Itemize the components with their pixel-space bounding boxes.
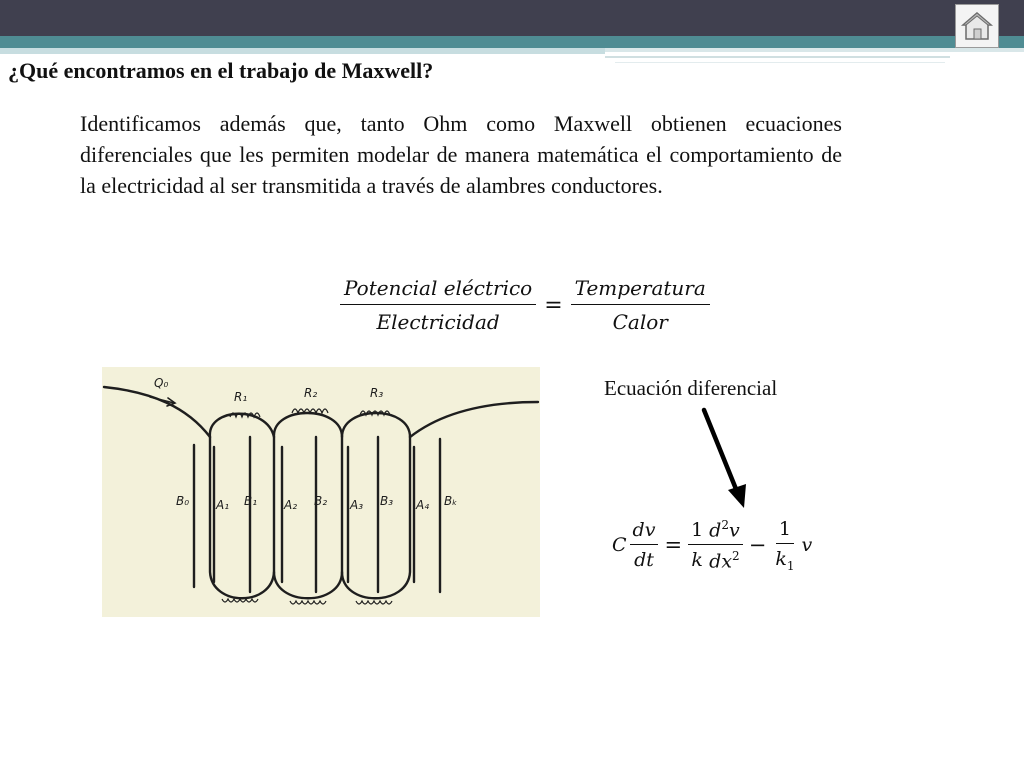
pointer-arrow xyxy=(694,402,754,512)
bottom-coil-3 xyxy=(356,601,392,604)
label-q0: Q₀ xyxy=(154,376,169,390)
equals-sign-2: = xyxy=(664,533,683,557)
numerator-one-b: 1 xyxy=(776,518,794,544)
fraction-right xyxy=(571,276,710,334)
numerator-one: 1 xyxy=(688,519,706,545)
fraction-one-over-k1 xyxy=(772,518,797,573)
body-paragraph: Identificamos además que, tanto Ohm como Maxwell obtienen ecuaciones diferenciales que les permiten modelar de manera matemática el comportamiento de la electricidad al ser transmitida a través de alambres conductores. xyxy=(80,111,842,198)
denominator-dt: dt xyxy=(634,549,654,571)
maxwell-differential-equation xyxy=(612,508,812,582)
label-r2: R₂ xyxy=(304,386,318,400)
cable-diagram-figure xyxy=(102,367,540,617)
home-button[interactable] xyxy=(955,4,999,48)
denominator-electricity: Electricidad xyxy=(376,310,500,334)
numerator-potential: Potencial eléctrico xyxy=(340,276,536,305)
denominator-k1: $k_1$ xyxy=(775,547,795,573)
denominator-heat: Calor xyxy=(612,310,668,334)
numerator-temperature: Temperatura xyxy=(571,276,710,305)
header-bar xyxy=(0,0,1024,36)
header-light-band-right xyxy=(605,48,1024,52)
cable-diagram xyxy=(102,367,540,617)
numerator-dv: dv xyxy=(630,519,659,545)
slide-title: ¿Qué encontramos en el trabajo de Maxwell? xyxy=(8,58,434,83)
resistor-r2-coil xyxy=(292,409,328,413)
fraction-one-over-k xyxy=(688,519,706,571)
voltage-symbol: v xyxy=(801,534,813,556)
label-b3: B₃ xyxy=(380,494,394,508)
header-divider-line xyxy=(605,56,950,58)
bottom-coil-2 xyxy=(290,601,326,604)
analogy-equation xyxy=(340,270,710,340)
fraction-second-derivative xyxy=(706,518,743,573)
header-light-band xyxy=(0,48,605,54)
label-r3: R₃ xyxy=(370,386,384,400)
label-a3: A₃ xyxy=(350,498,364,512)
capacitance-symbol: C xyxy=(612,534,627,556)
differential-equation-label: Ecuación diferencial xyxy=(604,376,778,400)
label-a2: A₂ xyxy=(284,498,298,512)
label-r1: R₁ xyxy=(234,390,248,404)
minus-sign: − xyxy=(748,533,767,557)
denominator-k: k xyxy=(691,549,703,571)
label-b1: B₁ xyxy=(244,494,258,508)
header-accent-band xyxy=(0,36,1024,48)
header-divider-line-thin xyxy=(615,62,945,63)
equals-sign: = xyxy=(544,292,563,318)
fraction-dv-dt xyxy=(630,519,659,571)
label-a1: A₁ xyxy=(216,498,230,512)
home-icon xyxy=(960,9,994,43)
incoming-conductor xyxy=(104,387,210,437)
numerator-d2v: $d^2v$ xyxy=(706,518,743,545)
denominator-dx2: $dx^2$ xyxy=(709,549,740,573)
label-b0: B₀ xyxy=(176,494,190,508)
label-b2: B₂ xyxy=(314,494,328,508)
fraction-left xyxy=(340,276,536,334)
label-a4: A₄ xyxy=(416,498,430,512)
label-bk: Bₖ xyxy=(444,494,458,508)
outgoing-conductor xyxy=(410,402,538,437)
bottom-coil-1 xyxy=(222,599,258,602)
